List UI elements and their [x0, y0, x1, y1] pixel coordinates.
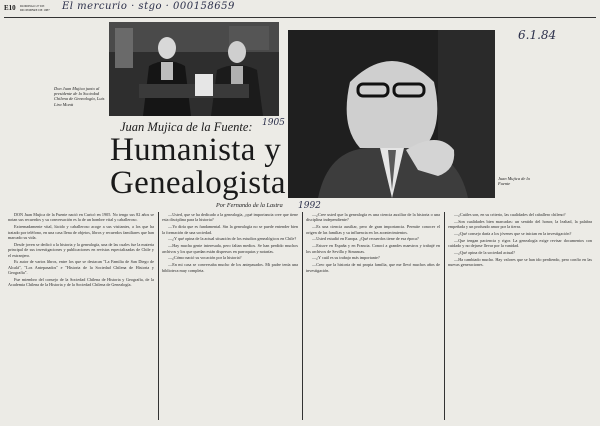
- paragraph: —Yo diría que es fundamental. Sin la genealogía no se puede entender bien la formación de una sociedad.: [162, 224, 298, 235]
- caption-left-photo: Don Juan Mujica junto al presidente de la Sociedad Chilena de Genealogía, Luis Lira Montt: [54, 86, 105, 107]
- portrait-photo-right: [288, 30, 495, 198]
- paragraph: —¿Cuáles son, en su criterio, las cualidades del caballero chileno?: [454, 212, 566, 217]
- handwritten-year-b: 1992: [298, 201, 321, 211]
- caption-right-photo: Juan Mujica de la Fuente: [498, 176, 530, 187]
- handwritten-date-note: 6.1.84: [518, 28, 557, 42]
- paragraph: —Usted estudió en Europa. ¿Qué recuerdos tiene de esa época?: [312, 236, 419, 242]
- paragraph: —¿Cree usted que la genealogía es una ciencia auxiliar de la historia o una disciplina independiente?: [306, 212, 440, 223]
- paragraph: —Son cualidades bien marcadas: un sentido del honor, la lealtad, la palabra empeñada y un profundo amor por la tierra.: [448, 218, 592, 230]
- paragraph: Extremadamente vital, lúcido y caballeroso acoge a sus visitantes, a los que ha tratado por teléfono, en una casa llena de objetos, libros y recuerdos familiares que han marcado su vida.: [8, 224, 154, 241]
- paragraph: —Es una ciencia auxiliar, pero de gran importancia. Permite conocer el origen de las familias y su influencia en los acontecimientos.: [306, 224, 440, 235]
- byline: Por Fernando de la Lastra: [216, 202, 283, 209]
- paragraph: —Usted, que se ha dedicado a la genealogía, ¿qué importancia cree que tiene esta disciplina para la historia?: [162, 212, 298, 223]
- date-small: DOMINGO 27 DE DICIEMBRE DE 1987: [20, 4, 50, 12]
- paragraph: —En mi casa se conversaba mucho de los antepasados. Mi padre tenía una biblioteca muy completa.: [162, 262, 298, 273]
- paragraph: Es autor de varios libros, entre los que se destacan "La Familia de San Diego de Alcalá", "Los Antepasados" e "Historia de la Sociedad Chilena de Historia y Geografía".: [8, 259, 154, 276]
- paragraph: DON Juan Mujica de la Fuente nació en Curicó en 1905. No tengo sus 82 años se notan sus recuerdos y su conversación es la de un hombre vital y caballeroso.: [8, 212, 154, 223]
- article-column-4: [448, 212, 592, 420]
- paragraph: —¿Qué opina de la sociedad actual?: [454, 250, 516, 255]
- headline-line-2: Genealogista: [110, 165, 286, 201]
- paragraph: —Ha cambiado mucho. Hay valores que se han ido perdiendo, pero confío en las nuevas generaciones.: [448, 256, 592, 268]
- paragraph: —¿Qué consejo daría a los jóvenes que se inician en la investigación?: [454, 231, 572, 236]
- top-rule: [4, 17, 596, 18]
- paragraph: Desde joven se dedicó a la historia y la genealogía, una de las cuales fue la materia principal de sus investigaciones y publicaciones en revistas especializadas de Chile y el extranjero.: [8, 241, 154, 258]
- page-label: E10: [4, 4, 16, 12]
- column-rule-2: [302, 212, 303, 420]
- column-rule-1: [158, 212, 159, 420]
- headline-line-1: Humanista y: [110, 132, 282, 168]
- article-column-3: [306, 212, 440, 420]
- article-column-1: [8, 212, 154, 420]
- paragraph: —¿Y cuál es su trabajo más importante?: [312, 255, 380, 261]
- paragraph: —Hay mucha gente interesada, pero faltan medios. Se han perdido muchos archivos y los que quedan están dispersos en parroquias y notarías.: [162, 243, 298, 254]
- paragraph: —Estuve en España y en Francia. Conocí a grandes maestros y trabajé en los archivos de Sevilla y Simancas.: [306, 243, 440, 254]
- handwritten-source-note: El mercurio · stgo · 000158659: [62, 1, 235, 12]
- paragraph: —Que tengan paciencia y rigor. La genealogía exige revisar documentos con cuidado y no dejarse llevar por la vanidad.: [448, 237, 592, 249]
- paragraph: Fue miembro del consejo de la Sociedad Chilena de Historia y Geografía, de la Academia Chilena de la Historia y de la Sociedad Chilena de Genealogía.: [8, 277, 154, 288]
- headline-kicker: Juan Mujica de la Fuente:: [120, 120, 253, 134]
- paragraph: —¿Y qué opina de la actual situación de los estudios genealógicos en Chile?: [168, 236, 297, 242]
- paragraph: —¿Cómo nació su vocación por la historia?: [168, 255, 242, 261]
- article-column-2: [162, 212, 298, 420]
- column-rule-3: [444, 212, 445, 420]
- interview-photo-left: [109, 22, 279, 116]
- handwritten-year-a: 1905: [262, 118, 285, 128]
- paragraph: —Creo que la historia de mi propia familia, que me llevó muchos años de investigación.: [306, 262, 440, 273]
